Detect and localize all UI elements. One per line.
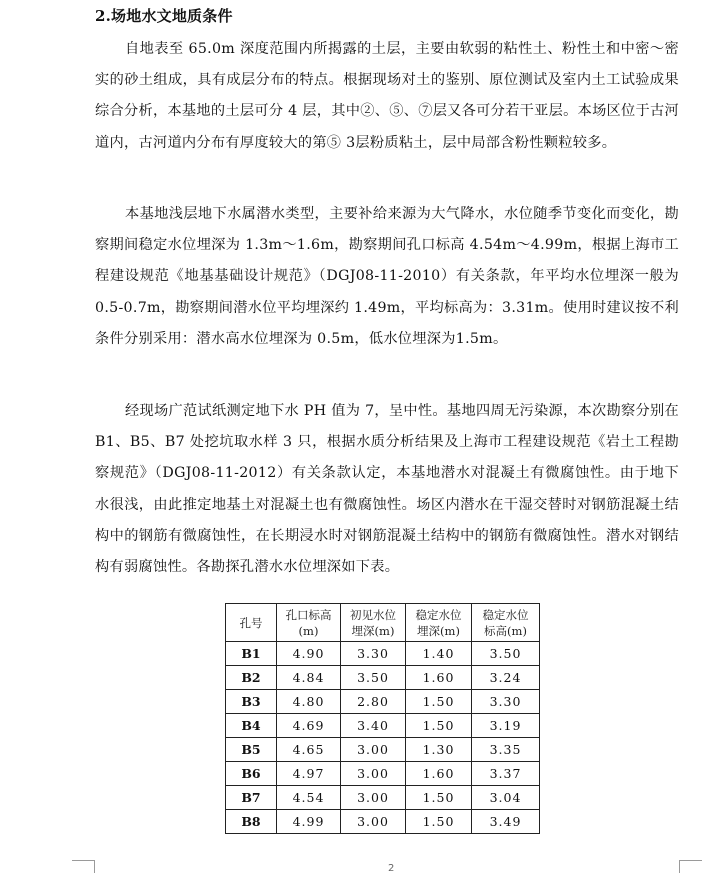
table-cell: 3.04 xyxy=(472,786,540,810)
section-heading: 2.场地水文地质条件 xyxy=(95,7,233,25)
crop-mark-left xyxy=(72,860,95,873)
table-cell: 3.00 xyxy=(341,786,406,810)
table-cell: 1.50 xyxy=(406,786,472,810)
table-row xyxy=(226,738,540,762)
table-cell: 4.97 xyxy=(277,762,341,786)
water-level-table xyxy=(225,603,540,834)
table-row xyxy=(226,810,540,834)
page-number: 2 xyxy=(388,863,395,874)
table-row xyxy=(226,762,540,786)
table-cell: 1.30 xyxy=(406,738,472,762)
paragraph-groundwater: 本基地浅层地下水属潜水类型，主要补给来源为大气降水，水位随季节变化而变化，勘察期间稳定水位埋深为 1.3m～1.6m，勘察期间孔口标高 4.54m～4.99m，根据上海市工程建设规范《地基基础设计规范》（DGJ08-11-2010）有关条款，年平均水位埋深一般为 0.5-0.7m，勘察期间潜水位平均埋深约 1.49m，平均标高为：3.31m。使用时建议按不利条件分别采用：潜水高水位埋深为 0.5m，低水位埋深为1.5m。 xyxy=(95,206,679,347)
table-cell: 3.00 xyxy=(341,762,406,786)
table-cell: 4.90 xyxy=(277,642,341,666)
table-cell: 3.49 xyxy=(472,810,540,834)
table-cell: 3.50 xyxy=(472,642,540,666)
table-cell: 3.37 xyxy=(472,762,540,786)
table-cell: 3.24 xyxy=(472,666,540,690)
crop-mark-right xyxy=(679,860,702,873)
hole-id-cell: B4 xyxy=(226,714,277,738)
hole-id-cell: B3 xyxy=(226,690,277,714)
table-row xyxy=(226,642,540,666)
table-row xyxy=(226,786,540,810)
hole-id-cell: B5 xyxy=(226,738,277,762)
table-cell: 1.60 xyxy=(406,666,472,690)
table-cell: 3.40 xyxy=(341,714,406,738)
table-cell: 3.30 xyxy=(341,642,406,666)
table-cell: 3.00 xyxy=(341,738,406,762)
table-cell: 4.80 xyxy=(277,690,341,714)
header-hole-id: 孔号 xyxy=(226,604,277,642)
table-cell: 2.80 xyxy=(341,690,406,714)
table-row xyxy=(226,666,540,690)
table-cell: 1.50 xyxy=(406,690,472,714)
hole-id-cell: B8 xyxy=(226,810,277,834)
hole-id-cell: B2 xyxy=(226,666,277,690)
table-cell: 4.65 xyxy=(277,738,341,762)
header-stable-water-elevation: 稳定水位 标高(m) xyxy=(472,604,540,642)
hole-id-cell: B1 xyxy=(226,642,277,666)
table-cell: 3.19 xyxy=(472,714,540,738)
table-cell: 3.00 xyxy=(341,810,406,834)
table-row xyxy=(226,714,540,738)
table-cell: 4.69 xyxy=(277,714,341,738)
table-cell: 4.99 xyxy=(277,810,341,834)
table-cell: 4.54 xyxy=(277,786,341,810)
table-row xyxy=(226,690,540,714)
table-cell: 4.84 xyxy=(277,666,341,690)
paragraph-corrosivity: 经现场广范试纸测定地下水 PH 值为 7，呈中性。基地四周无污染源，本次勘察分别在 B1、B5、B7 处挖坑取水样 3 只，根据水质分析结果及上海市工程建设规范《岩土工程勘察规范》（DGJ08-11-2012）有关条款认定，本基地潜水对混凝土有微腐蚀性。由于地下水很浅，由此推定地基土对混凝土也有微腐蚀性。场区内潜水在干湿交替时对钢筋混凝土结构中的钢筋有微腐蚀性，在长期浸水时对钢筋混凝土结构中的钢筋有微腐蚀性。潜水对钢结构有弱腐蚀性。各勘探孔潜水水位埋深如下表。 xyxy=(95,403,679,576)
table-cell: 1.60 xyxy=(406,762,472,786)
hole-id-cell: B7 xyxy=(226,786,277,810)
header-initial-water-depth: 初见水位 埋深(m) xyxy=(341,604,406,642)
table-header-row xyxy=(226,604,540,642)
paragraph-soil-layers: 自地表至 65.0m 深度范围内所揭露的土层，主要由软弱的粘性土、粉性土和中密～密实的砂土组成，具有成层分布的特点。根据现场对土的鉴别、原位测试及室内土工试验成果综合分析，本基地的土层可分 4 层，其中②、⑤、⑦层又各可分若干亚层。本场区位于古河道内，古河道内分布有厚度较大的第⑤ 3层粉质粘土，层中局部含粉性颗粒较多。 xyxy=(95,41,679,151)
header-collar-elevation: 孔口标高 (m) xyxy=(277,604,341,642)
table-cell: 1.40 xyxy=(406,642,472,666)
table-cell: 1.50 xyxy=(406,714,472,738)
table-cell: 3.50 xyxy=(341,666,406,690)
table-cell: 3.35 xyxy=(472,738,540,762)
header-stable-water-depth: 稳定水位 埋深(m) xyxy=(406,604,472,642)
table-cell: 3.30 xyxy=(472,690,540,714)
hole-id-cell: B6 xyxy=(226,762,277,786)
table-cell: 1.50 xyxy=(406,810,472,834)
